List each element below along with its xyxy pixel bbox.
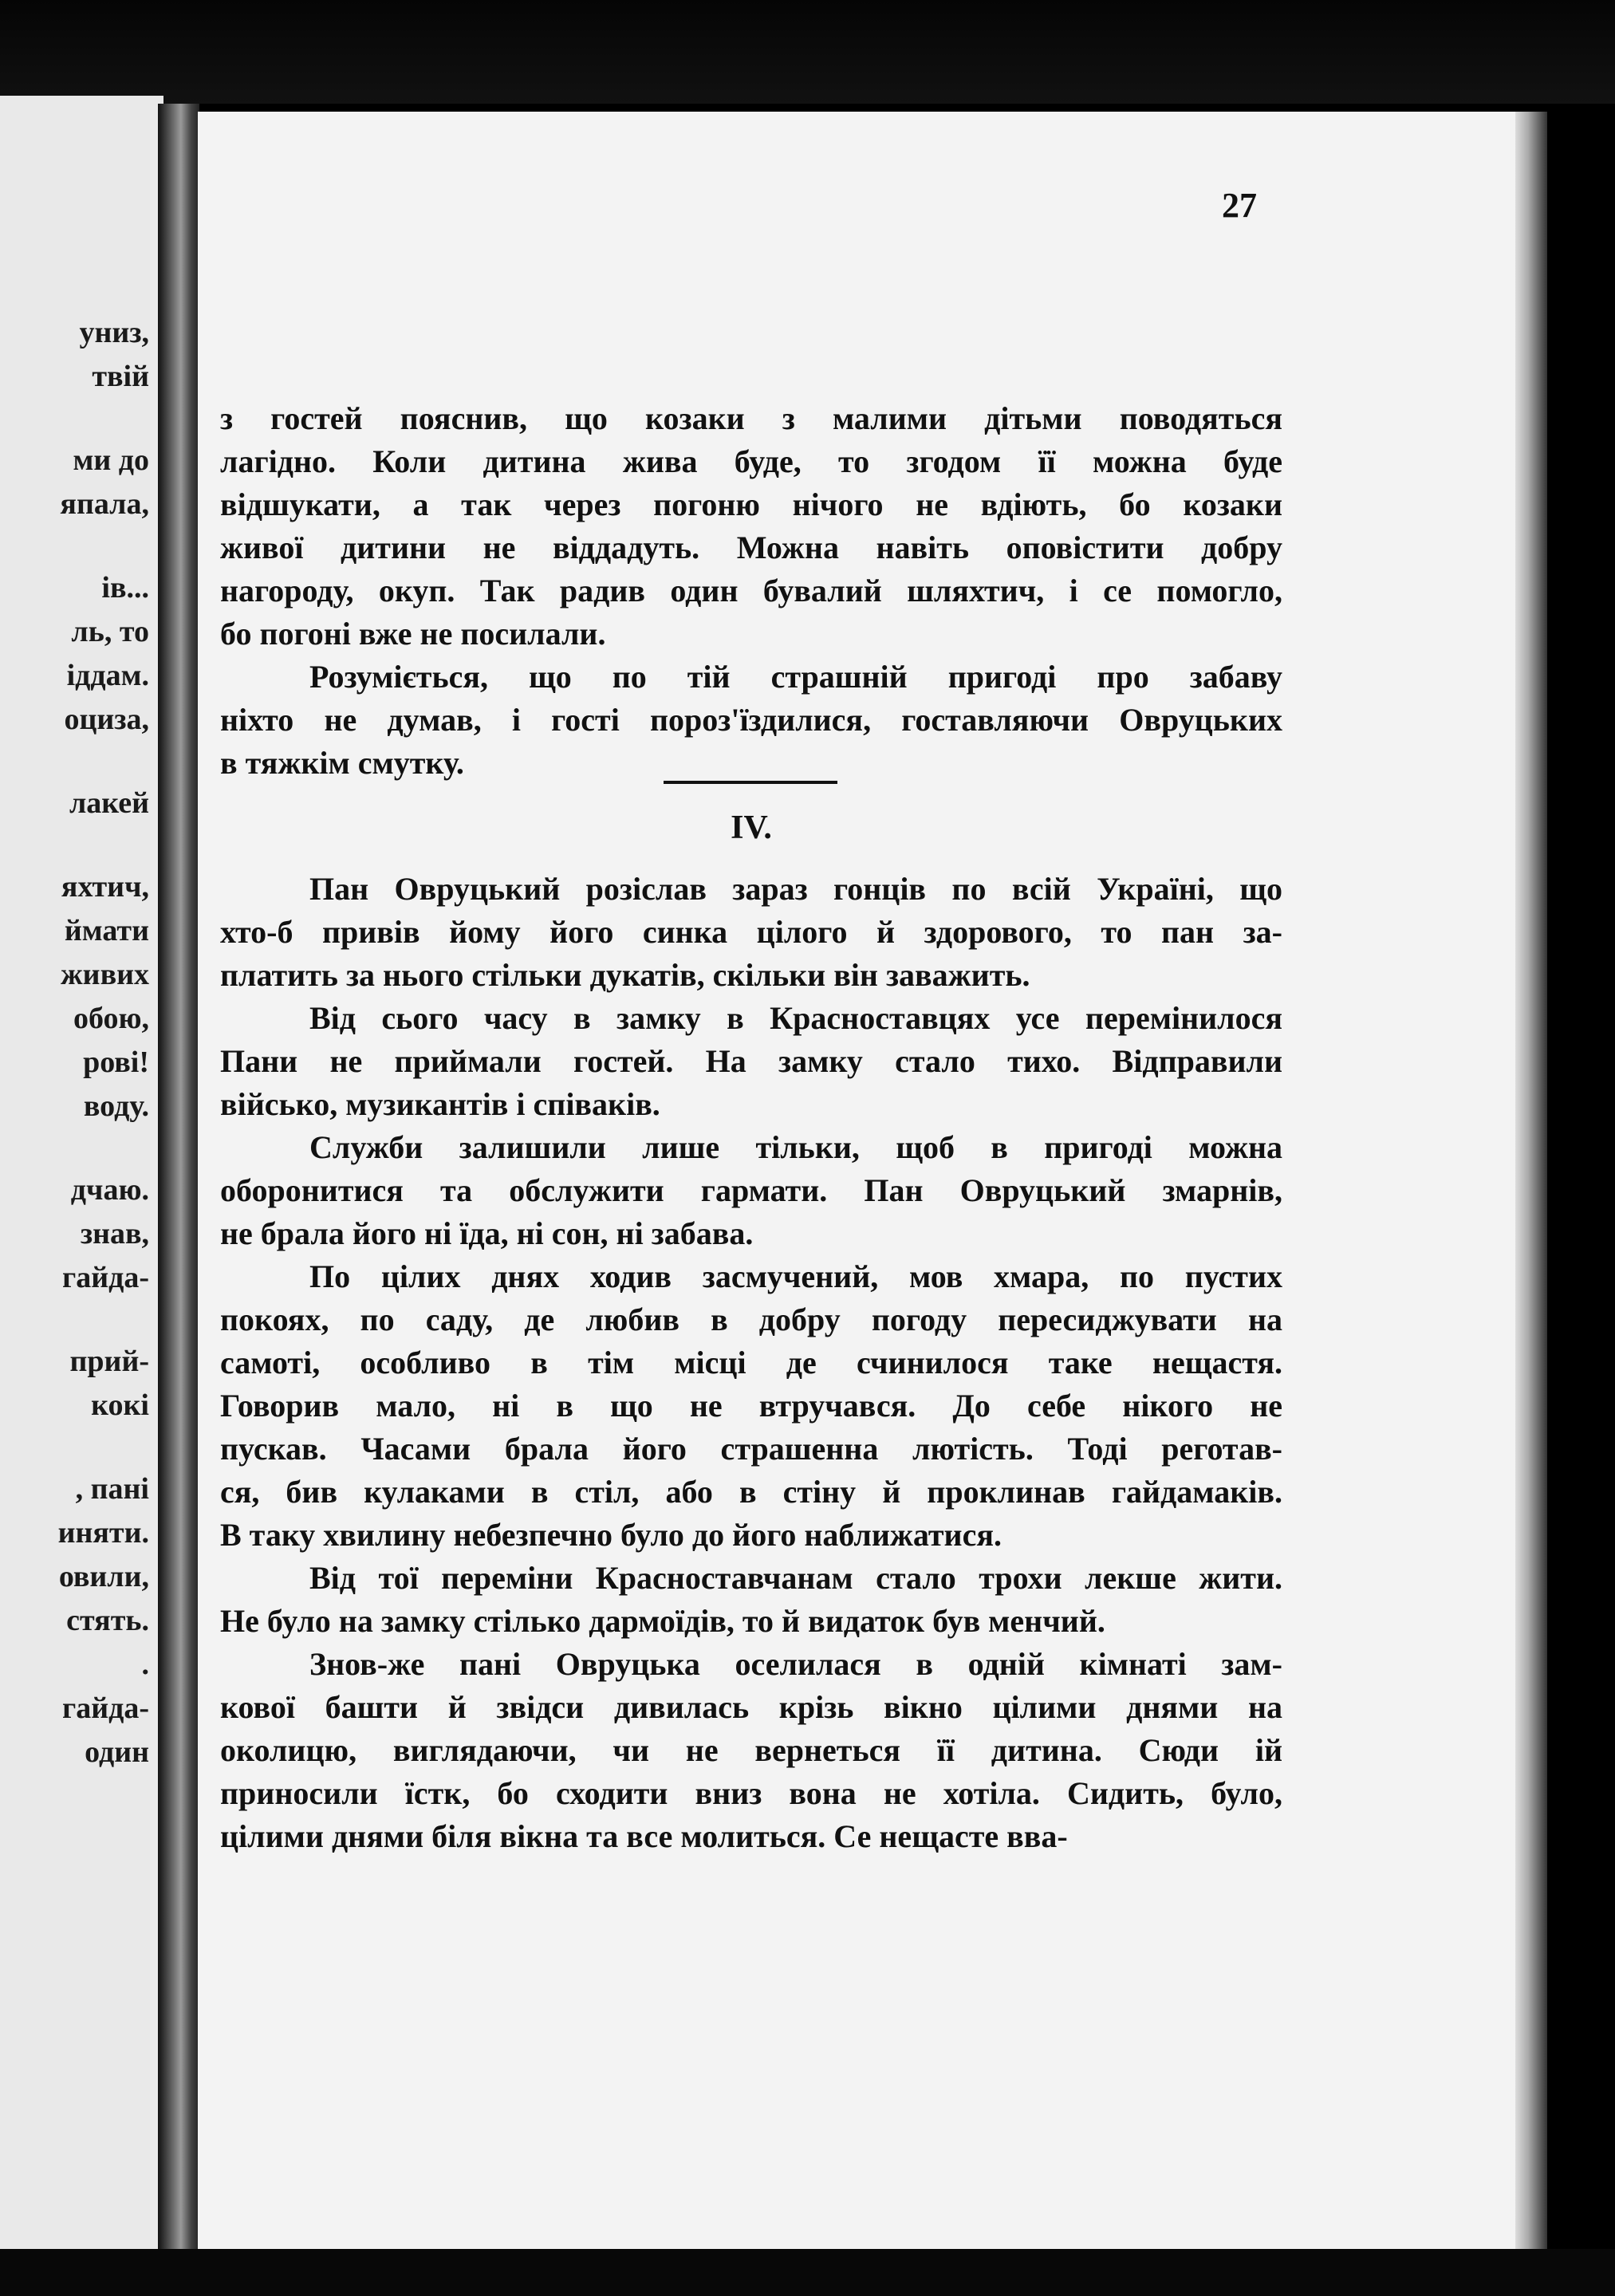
previous-page-text-line: гайда-: [61, 1691, 149, 1725]
text-line: самоті, особливо в тім місці де счинилося таке нещастя.: [220, 1345, 1282, 1380]
text-line: цілими днями біля вікна та все молиться. Се нещасте вва-: [220, 1818, 1068, 1854]
text-line: Пан Овруцький розіслав зараз гонців по всій Україні, що: [309, 871, 1282, 907]
text-line: покоях, по саду, де любив в добру погоду пересиджувати на: [220, 1302, 1282, 1337]
previous-page-text-line: ймати: [64, 914, 149, 947]
previous-page-text-line: , пані: [75, 1472, 149, 1506]
text-line: Від сього часу в замку в Красноставцях усе перемінилося: [309, 1000, 1282, 1036]
text-line: лагідно. Коли дитина жива буде, то згодом її можна буде: [220, 443, 1282, 479]
previous-page-text-line: кокі: [91, 1388, 149, 1422]
scan-background-bottom: [0, 2249, 1615, 2296]
previous-page-text-line: оциза,: [64, 703, 149, 736]
previous-page-text-line: знав,: [80, 1217, 149, 1250]
previous-page-text-line: овили,: [58, 1560, 149, 1593]
previous-page-text-line: ів...: [101, 571, 149, 605]
previous-page-text-line: яхтич,: [61, 870, 149, 904]
previous-page-text-line: один: [85, 1735, 149, 1769]
text-line: В таку хвилину небезпечно було до його наближатися.: [220, 1517, 1002, 1553]
text-line: Від тої переміни Красноставчанам стало трохи лекше жити.: [309, 1560, 1282, 1596]
text-line: Пани не приймали гостей. На замку стало тихо. Відправили: [220, 1043, 1282, 1079]
previous-page-text-line: воду.: [83, 1089, 149, 1123]
text-line: хто-б привів йому його синка цілого й здорового, то пан за-: [220, 914, 1282, 950]
book-gutter: [158, 104, 199, 2249]
page-number: 27: [1222, 186, 1257, 225]
text-line: відшукати, а так через погоню нічого не вдіють, бо козаки: [220, 486, 1282, 522]
previous-page-text-line: стять.: [66, 1604, 149, 1637]
text-line: не брала його ні їда, ні сон, ні забава.: [220, 1215, 754, 1251]
previous-page-text-line: живих: [61, 958, 149, 991]
previous-page-text-line: прий-: [69, 1345, 149, 1378]
previous-page-text-line: униз,: [79, 316, 149, 349]
text-line: Знов-же пані Овруцька оселилася в одній кімнаті зам-: [309, 1646, 1282, 1682]
previous-page-text-line: твій: [92, 360, 149, 393]
previous-page-text-line: иняти.: [57, 1516, 149, 1550]
text-line: військо, музикантів і співаків.: [220, 1086, 660, 1122]
text-line: живої дитини не віддадуть. Можна навіть оповістити добру: [220, 530, 1282, 565]
previous-page-text-line: обою,: [73, 1002, 149, 1035]
previous-page-text-line: .: [141, 1648, 149, 1681]
text-line: Служби залишили лише тільки, щоб в пригоді можна: [309, 1129, 1282, 1165]
text-line: з гостей пояснив, що козаки з малими дітьми поводяться: [220, 400, 1282, 436]
text-line: ніхто не думав, і гості пороз'їздилися, гоставляючи Овруцьких: [220, 702, 1282, 738]
chapter-heading: IV.: [731, 809, 772, 846]
text-line: оборонитися та обслужити гармати. Пан Овруцький змарнів,: [220, 1172, 1282, 1208]
previous-page-text-line: ми до: [73, 443, 149, 477]
previous-page-text-line: ль, то: [71, 615, 149, 648]
text-line: приносили їстк, бо сходити вниз вона не хотіла. Сидить, було,: [220, 1775, 1282, 1811]
text-line: пускав. Часами брала його страшенна лютість. Тоді реготав-: [220, 1431, 1282, 1467]
text-line: в тяжкім смутку.: [220, 745, 464, 781]
text-line: околицю, виглядаючи, чи не вернеться її дитина. Сюди ій: [220, 1732, 1282, 1768]
text-line: По цілих днях ходив засмучений, мов хмара, по пустих: [309, 1258, 1282, 1294]
text-line: ся, бив кулаками в стіл, або в стіну й проклинав гайдамаків.: [220, 1474, 1282, 1510]
text-line: нагороду, окуп. Так радив один бувалий шляхтич, і се помогло,: [220, 573, 1282, 608]
text-before-chapter: [220, 397, 1282, 785]
section-divider-rule: [664, 781, 837, 784]
previous-page-fragment: [0, 96, 163, 2249]
previous-page-text-line: рові!: [83, 1046, 149, 1079]
previous-page-text-line: гайда-: [61, 1261, 149, 1294]
text-line: Розуміється, що по тій страшній пригоді про забаву: [309, 659, 1282, 695]
previous-page-text-line: япала,: [60, 487, 149, 521]
scan-background-top: [0, 0, 1615, 104]
previous-page-text-line: лакей: [69, 786, 149, 820]
previous-page-text-line: дчаю.: [70, 1173, 149, 1207]
previous-page-text-line: іддам.: [66, 659, 149, 692]
text-after-chapter: [220, 868, 1282, 1858]
text-line: Говорив мало, ні в що не втручався. До себе нікого не: [220, 1388, 1282, 1424]
page-edge: [1515, 112, 1547, 2265]
text-line: Не було на замку стілько дармоїдів, то й видаток був менчий.: [220, 1603, 1105, 1639]
page-text: [220, 397, 1282, 1858]
text-line: платить за нього стільки дукатів, скільки він заважить.: [220, 957, 1030, 993]
text-line: бо погоні вже не посилали.: [220, 616, 606, 652]
text-line: кової башти й звідси дивилась крізь вікно цілими днями на: [220, 1689, 1282, 1725]
